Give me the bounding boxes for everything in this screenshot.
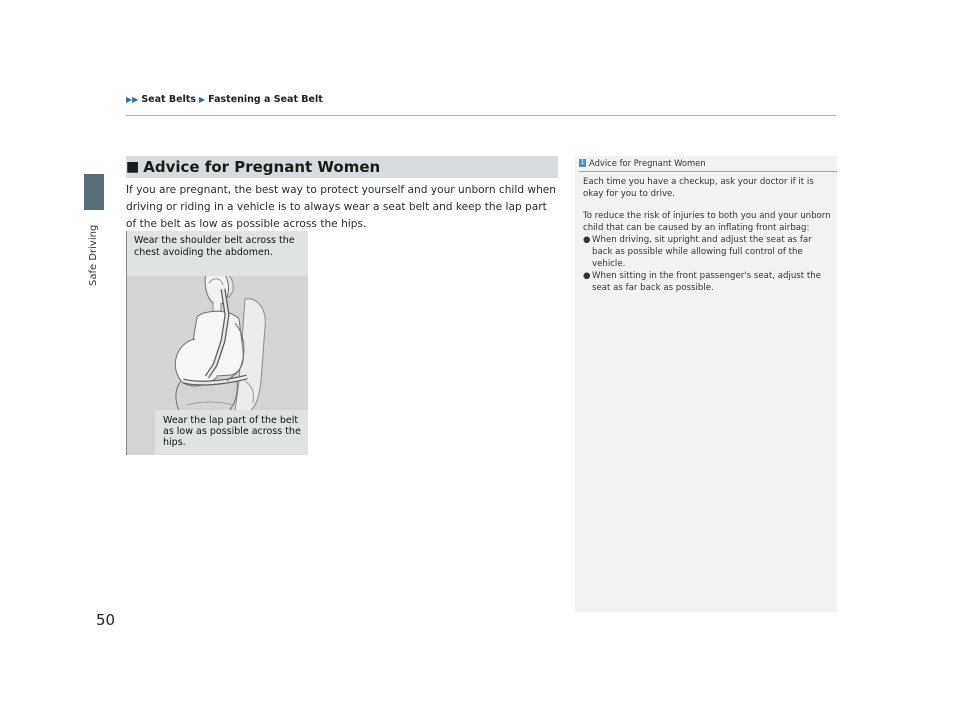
pregnant-seatbelt-illustration	[126, 231, 308, 455]
chapter-label: Safe Driving	[88, 224, 99, 286]
sidebar-note-title	[579, 158, 837, 172]
breadcrumb-arrow-icon: ▶▶	[126, 95, 139, 104]
sidebar-note-title-text: Advice for Pregnant Women	[589, 158, 706, 168]
list-item	[583, 270, 831, 294]
list-item	[583, 234, 831, 270]
header-divider	[126, 115, 836, 116]
breadcrumb-item-seat-belts[interactable]: Seat Belts	[141, 94, 196, 105]
breadcrumb-arrow-icon: ▶	[199, 95, 206, 104]
bullet-icon: ●	[583, 271, 591, 281]
note-number-badge: 1	[580, 159, 585, 166]
caption-lap-belt	[155, 410, 308, 455]
sidebar-paragraph: Each time you have a checkup, ask your doctor if it is okay for you to drive.	[583, 177, 814, 199]
chapter-tab	[84, 174, 104, 210]
caption-shoulder-belt-text: Wear the shoulder belt across the chest avoiding the abdomen.	[134, 235, 295, 258]
section-heading	[126, 156, 558, 178]
breadcrumb	[126, 94, 323, 105]
bullet-icon: ●	[583, 235, 591, 245]
list-item-text: When sitting in the front passenger's seat, adjust the seat as far back as possible.	[592, 271, 821, 293]
section-body: If you are pregnant, the best way to protect yourself and your unborn child when driving or riding in a vehicle is to always wear a seat belt and keep the lap part of the belt as low as possible across the hips.	[126, 184, 557, 230]
sidebar-note-body	[583, 176, 831, 294]
section-square-icon: ■	[126, 159, 140, 175]
breadcrumb-item-fastening[interactable]: Fastening a Seat Belt	[208, 94, 323, 105]
sidebar-paragraph: To reduce the risk of injuries to both you and your unborn child that can be caused by an inflating front airbag:	[583, 211, 831, 233]
page-number: 50	[96, 611, 116, 629]
list-item-text: When driving, sit upright and adjust the seat as far back as possible while allowing full control of the vehicle.	[592, 235, 812, 269]
section-title: Advice for Pregnant Women	[143, 158, 381, 176]
sidebar-bullet-list	[583, 234, 831, 294]
caption-lap-belt-text: Wear the lap part of the belt as low as possible across the hips.	[163, 415, 301, 448]
caption-shoulder-belt	[127, 231, 308, 276]
